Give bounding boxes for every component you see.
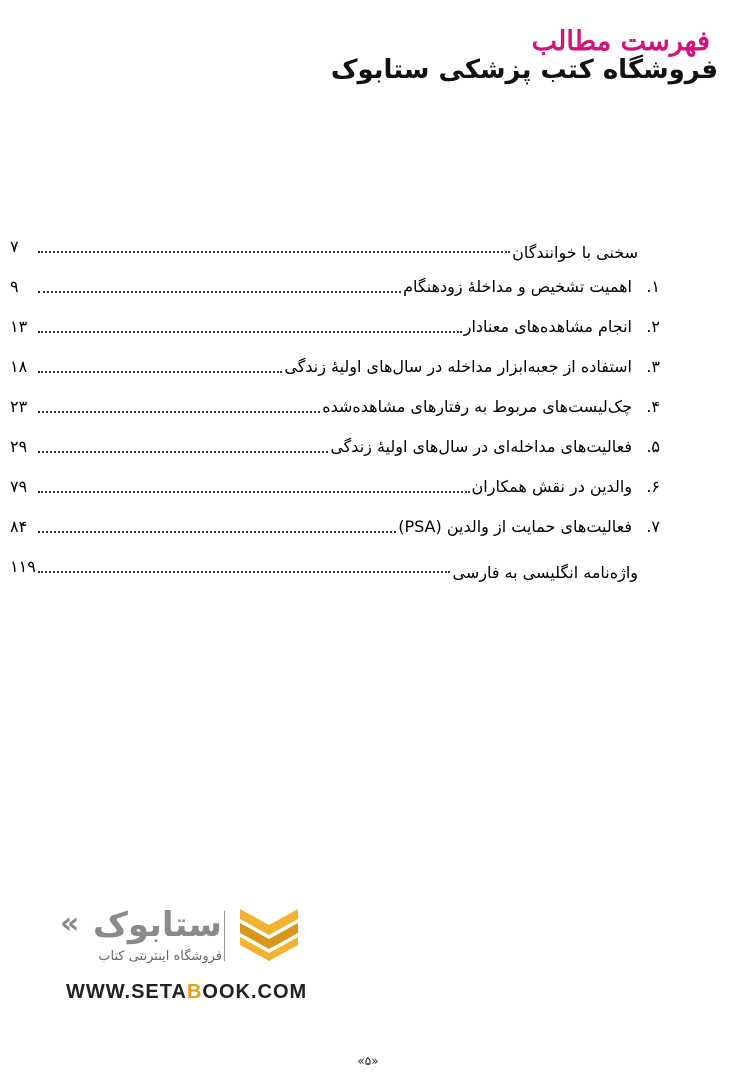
toc-entry[interactable] [10,306,660,346]
page-header [298,28,718,98]
toc-page-number: ۹ [10,276,19,296]
setabook-logo[interactable] [56,905,316,1005]
toc-leader-dots [38,251,510,253]
toc-entry-title: فعالیت‌های حمایت از والدین (PSA) [398,516,632,536]
toc-entry[interactable] [10,466,660,506]
toc-entry[interactable] [10,226,660,266]
logo-brand-text: ستابوک [93,905,222,945]
toc-leader-dots [38,451,328,453]
toc-leader-dots [38,491,470,493]
page-number: «۵» [357,1054,379,1068]
logo-divider [224,911,225,961]
toc-entry-number: ۱. [646,276,660,296]
toc-page-number: ۲۳ [10,396,28,416]
toc-entry-title: انجام مشاهده‌های معنادار [463,316,632,336]
toc-page-number: ۱۳ [10,316,28,336]
toc-entry-number: ۶. [646,476,660,496]
store-title: فروشگاه کتب پزشکی ستابوک [330,55,718,85]
book-chevron-icon [234,905,304,961]
toc-leader-dots [38,411,320,413]
toc-page-number: ۷ [10,236,19,256]
toc-title: فهرست مطالب [531,26,710,57]
toc-leader-dots [38,571,450,573]
toc-entry-number: ۷. [646,516,660,536]
toc-page-number: ۱۱۹ [10,556,36,576]
toc-page-number: ۲۹ [10,436,28,456]
double-chevron-icon: « [60,906,80,941]
toc-page-number: ۱۸ [10,356,28,376]
toc-entry-number: ۵. [646,436,660,456]
toc-entry[interactable] [10,266,660,306]
table-of-contents [10,226,660,586]
toc-entry-title: استفاده از جعبه‌ابزار مداخله در سال‌های اولیۀ زندگی [284,356,632,376]
url-suffix: OOK.COM [202,981,308,1003]
toc-leader-dots [38,331,462,333]
toc-entry[interactable] [10,346,660,386]
toc-page-number: ۷۹ [10,476,28,496]
toc-page-number: ۸۴ [10,516,28,536]
toc-entry[interactable] [10,386,660,426]
website-url[interactable] [66,981,307,1004]
toc-entry-number: ۲. [646,316,660,336]
toc-entry-number: ۴. [646,396,660,416]
toc-entry-title: سخنی با خوانندگان [512,242,638,262]
toc-entry-title: چک‌لیست‌های مربوط به رفتارهای مشاهده‌شده [322,396,632,416]
url-prefix: WWW.SETA [66,981,187,1003]
toc-leader-dots [38,291,401,293]
toc-leader-dots [38,371,282,373]
toc-leader-dots [38,531,396,533]
toc-entry-title: واژه‌نامه انگلیسی به فارسی [452,562,638,582]
toc-entry[interactable] [10,506,660,546]
toc-entry-title: والدین در نقش همکاران [471,476,632,496]
toc-entry-title: فعالیت‌های مداخله‌ای در سال‌های اولیۀ زندگی [330,436,632,456]
toc-entry[interactable] [10,426,660,466]
logo-subtitle: فروشگاه اینترنتی کتاب [98,949,222,964]
toc-entry[interactable] [10,546,660,586]
url-accent-letter: B [186,981,203,1003]
toc-entry-title: اهمیت تشخیص و مداخلۀ زودهنگام [403,276,632,296]
toc-entry-number: ۳. [646,356,660,376]
